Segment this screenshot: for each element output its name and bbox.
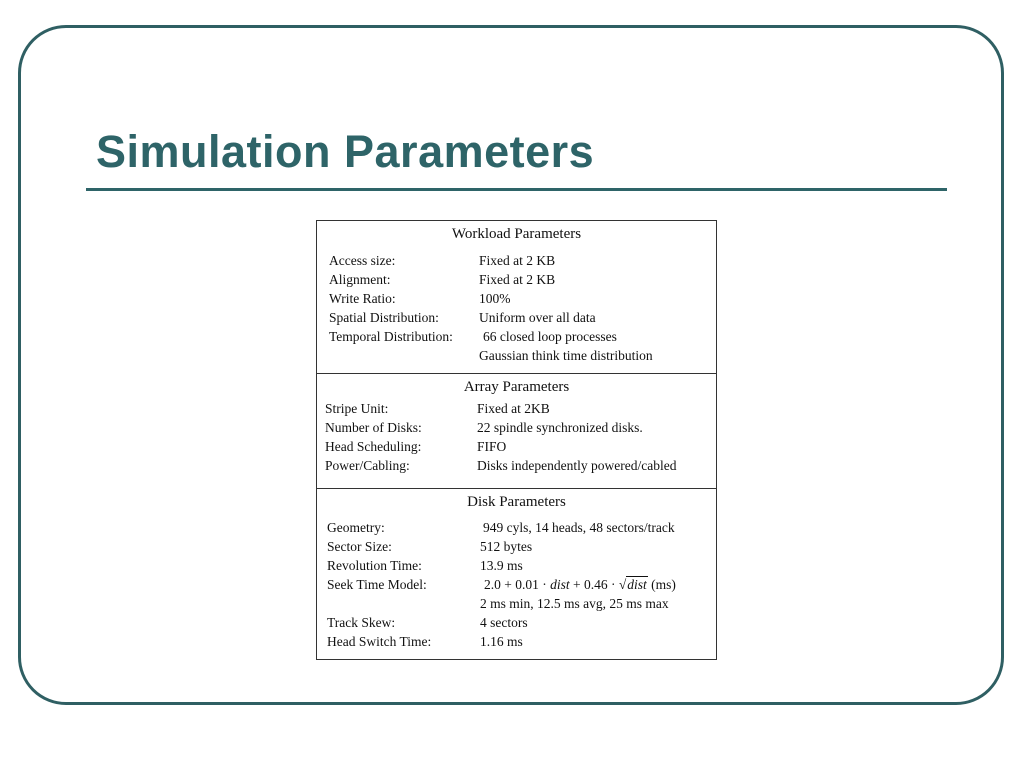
formula-variable: dist [627, 577, 647, 592]
formula-term: 2.0 + 0.01 · [484, 577, 551, 592]
array-section [317, 374, 716, 489]
param-label: Access size: [329, 253, 396, 268]
param-value: Fixed at 2 KB [479, 253, 556, 268]
param-value: Uniform over all data [479, 310, 596, 325]
title-underline [86, 188, 947, 191]
param-value: 949 cyls, 14 heads, 48 sectors/track [483, 520, 675, 535]
workload-heading: Workload Parameters [451, 226, 582, 242]
param-label: Revolution Time: [327, 558, 422, 573]
param-label: Sector Size: [327, 539, 392, 554]
formula-term: + 0.46 · [569, 577, 619, 592]
param-value: 100% [479, 291, 511, 306]
param-value: 13.9 ms [480, 558, 523, 573]
param-label: Head Scheduling: [325, 439, 422, 454]
param-value: 512 bytes [480, 539, 533, 554]
param-label: Stripe Unit: [325, 401, 389, 416]
slide-title: Simulation Parameters [96, 126, 595, 177]
param-value: Gaussian think time distribution [479, 348, 653, 363]
param-value: Fixed at 2KB [477, 401, 550, 416]
workload-section [317, 221, 716, 374]
param-value: 2 ms min, 12.5 ms avg, 25 ms max [480, 596, 669, 611]
param-value: Disks independently powered/cabled [477, 458, 677, 473]
param-value: Fixed at 2 KB [479, 272, 556, 287]
param-value: 66 closed loop processes [483, 329, 617, 344]
param-label: Number of Disks: [325, 420, 422, 435]
param-label: Power/Cabling: [325, 458, 410, 473]
param-label: Track Skew: [327, 615, 396, 630]
disk-heading: Disk Parameters [467, 494, 566, 510]
seek-time-formula [484, 576, 676, 594]
array-heading: Array Parameters [463, 379, 570, 395]
param-value: 22 spindle synchronized disks. [477, 420, 643, 435]
param-label: Seek Time Model: [327, 577, 427, 592]
disk-section [317, 489, 716, 659]
param-label: Geometry: [327, 520, 385, 535]
sqrt-symbol: √ [618, 577, 627, 592]
formula-variable: dist [550, 577, 570, 592]
param-label: Alignment: [329, 272, 391, 287]
param-value: 4 sectors [480, 615, 528, 630]
param-label: Head Switch Time: [327, 634, 432, 649]
param-label: Temporal Distribution: [329, 329, 453, 344]
param-label: Write Ratio: [329, 291, 396, 306]
param-value: 1.16 ms [480, 634, 523, 649]
parameters-table [316, 220, 717, 660]
formula-unit: (ms) [647, 577, 676, 592]
param-value: FIFO [477, 439, 507, 454]
param-label: Spatial Distribution: [329, 310, 439, 325]
